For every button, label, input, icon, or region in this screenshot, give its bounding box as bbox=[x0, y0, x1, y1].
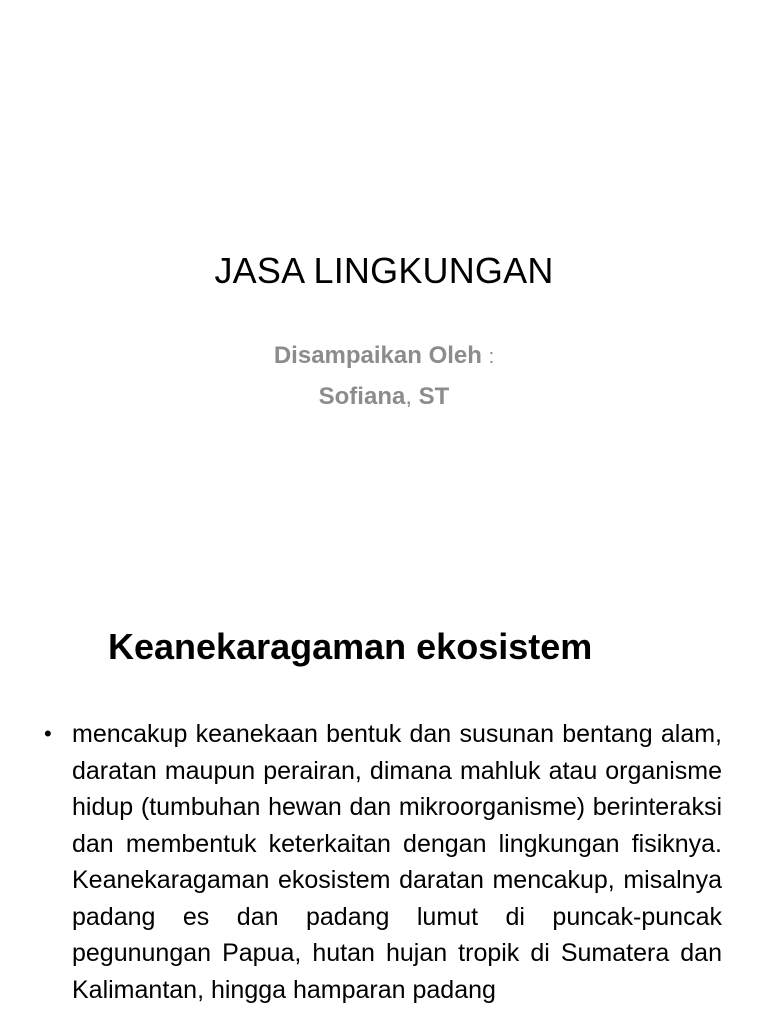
presenter-degree: ST bbox=[418, 383, 450, 410]
presenter-line bbox=[0, 336, 768, 377]
presenter-name: Sofiana bbox=[318, 383, 406, 410]
content-slide bbox=[0, 576, 768, 1024]
presenter-separator: : bbox=[488, 346, 495, 368]
content-title: Keanekaragaman ekosistem bbox=[108, 626, 593, 667]
presenter-label: Disampaikan Oleh bbox=[273, 342, 482, 369]
slide-title: JASA LINGKUNGAN bbox=[214, 250, 554, 291]
presenter-block bbox=[0, 336, 768, 417]
presenter-name-line bbox=[0, 377, 768, 417]
bullet-item bbox=[44, 716, 722, 1008]
bullet-dot-icon: • bbox=[44, 721, 52, 746]
bullet-text: mencakup keanekaan bentuk dan susunan bentang alam, daratan maupun perairan, dimana mahluk atau organisme hidup (tumbuhan hewan dan mikroorganisme) berinteraksi dan membentuk keterkaitan dengan lingkungan fisiknya. Keanekaragaman ekosistem daratan mencakup, misalnya padang es dan padang lumut di puncak-puncak pegunungan Papua, hutan hujan tropik di Sumatera dan Kalimantan, hingga hamparan padang bbox=[72, 720, 722, 1004]
presenter-comma: , bbox=[405, 383, 412, 410]
bullet-list bbox=[44, 716, 722, 1008]
